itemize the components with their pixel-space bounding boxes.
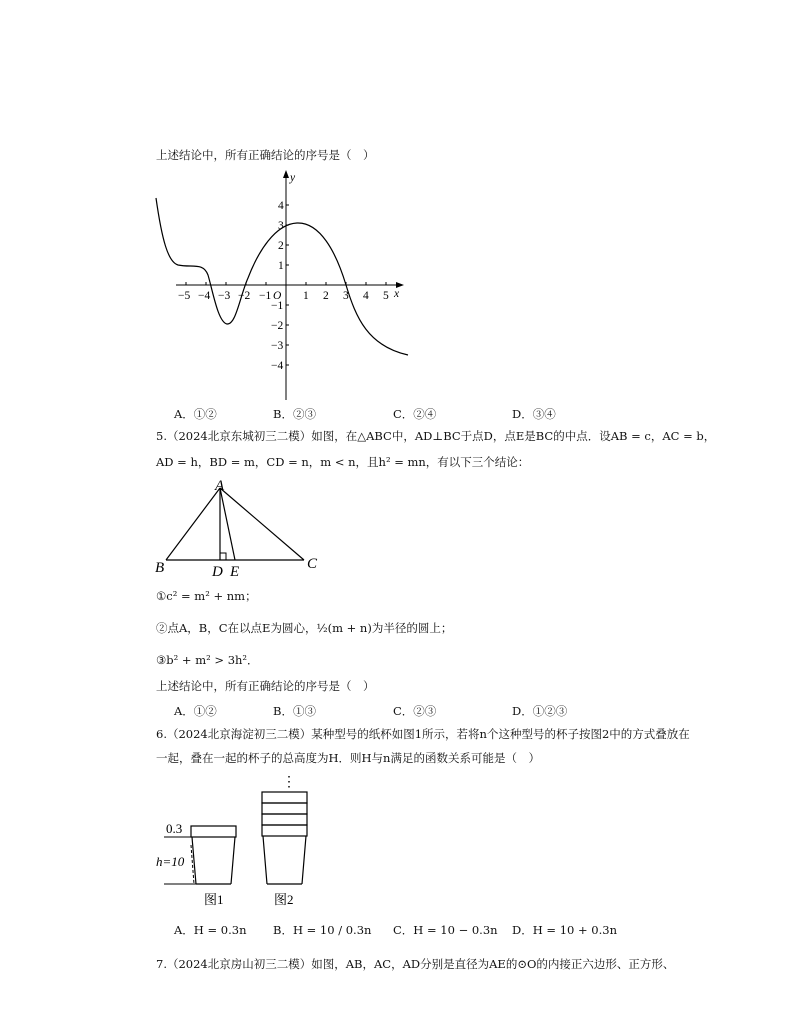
q5-option-b[interactable]: B．①③ [273,704,316,718]
q5-question-line1: 5.（2024北京东城初三二模）如图，在△ABC中，AD⊥BC于点D，点E是BC的中点．设AB = c，AC = b， [156,429,716,443]
q4-y-tick-label: 2 [278,240,284,252]
q4-option-c[interactable]: C．②④ [393,407,437,421]
q6-fig2-label: 图2 [274,892,294,907]
q6-fig1-label: 图1 [204,892,224,907]
q5-question-line2: AD = h，BD = m，CD = n，m < n，且h² = mn，有以下三个结论： [156,455,530,469]
q6-cup-figure [0,770,794,920]
q6-dim-top: 0.3 [166,821,183,836]
q7-question-line1: 7.（2024北京房山初三二模）如图，AB，AC，AD分别是直径为AE的⊙O的内接正六边形、正方形、 [156,957,675,971]
q6-dots: ⋮ [282,775,296,790]
q5-option-c[interactable]: C．②③ [393,704,437,718]
q5-option-a[interactable]: A．①② [174,704,217,718]
q6-option-b[interactable]: B．H = 10 / 0.3n [273,923,372,937]
q4-x-axis-label: x [394,288,400,300]
q6-option-a[interactable]: A．H = 0.3n [174,923,247,937]
q4-x-tick-label: −3 [218,290,231,302]
q4-option-d[interactable]: D．③④ [512,407,556,421]
q4-y-tick-label: 3 [278,220,284,232]
q4-x-tick-label: 5 [383,290,389,302]
q5-question-tail: 上述结论中，所有正确结论的序号是（ ） [156,679,375,693]
q4-y-tick-label: −3 [271,340,284,352]
q4-x-tick-label: 1 [303,290,309,302]
q4-y-tick-label: −2 [271,320,284,332]
q5-label-e: E [230,564,240,580]
q4-x-tick-label: 3 [343,290,349,302]
q4-y-tick-label: −4 [271,360,284,372]
q4-x-tick-label: 4 [363,290,369,302]
q4-x-tick-label: −2 [238,290,251,302]
q4-question-tail: 上述结论中，所有正确结论的序号是（ ） [156,148,375,162]
q6-dim-h: h=10 [156,854,185,869]
q6-option-c[interactable]: C．H = 10 − 0.3n [393,923,498,937]
q4-function-graph [0,165,794,425]
q4-y-tick-label: 1 [278,260,284,272]
q4-y-tick-label: −1 [271,300,284,312]
q4-x-tick-label: 2 [323,290,329,302]
q4-x-tick-label: −5 [178,290,191,302]
q4-x-tick-label: −1 [259,290,272,302]
q4-option-a[interactable]: A．①② [174,407,217,421]
q5-conclusion-2: ②点A，B，C在以点E为圆心，½(m + n)为半径的圆上； [156,621,453,635]
q5-conclusion-3: ③b² + m² > 3h²． [156,653,259,667]
q6-question-line1: 6.（2024北京海淀初三二模）某种型号的纸杯如图1所示，若将n个这种型号的杯子按图2中的方式叠放在 [156,727,690,741]
q6-question-line2: 一起，叠在一起的杯子的总高度为H．则H与n满足的函数关系可能是（ ） [156,751,540,765]
q4-option-b[interactable]: B．②③ [273,407,316,421]
q5-label-a: A [215,478,225,494]
q4-y-tick-label: 4 [278,200,284,212]
q4-origin-label: O [273,290,282,302]
q5-triangle-figure [0,478,794,578]
q5-label-c: C [307,556,318,572]
q5-label-d: D [212,564,223,580]
q5-conclusion-1: ①c² = m² + nm； [156,589,257,603]
q4-y-axis-label: y [290,172,296,184]
q4-x-tick-label: −4 [198,290,211,302]
q5-option-d[interactable]: D．①②③ [512,704,568,718]
q5-label-b: B [155,560,165,576]
q6-option-d[interactable]: D．H = 10 + 0.3n [512,923,617,937]
